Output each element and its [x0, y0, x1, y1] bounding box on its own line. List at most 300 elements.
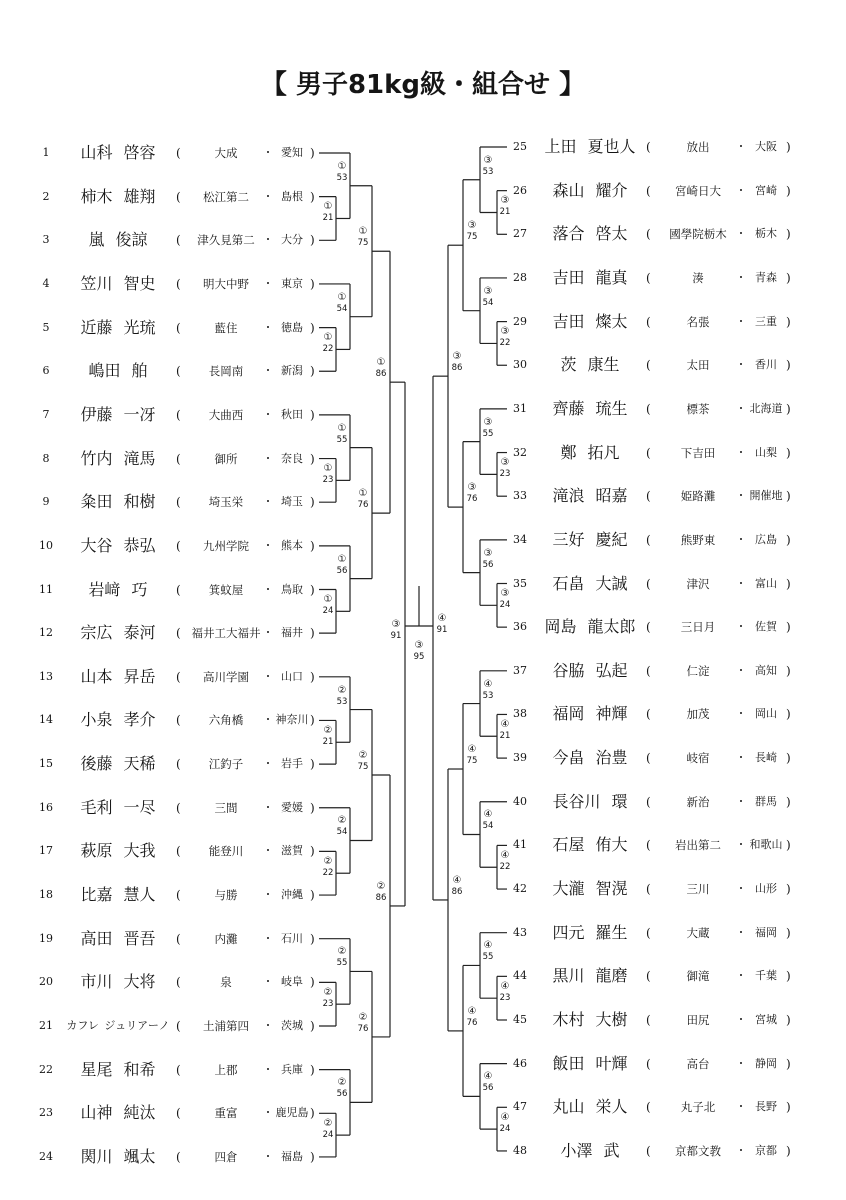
- school-name: 与勝: [214, 888, 238, 903]
- school-name: 御所: [214, 451, 238, 466]
- open-paren: (: [646, 140, 651, 154]
- match-circle-mark: ①: [337, 422, 347, 434]
- school-name: 埼玉栄: [208, 495, 244, 510]
- match-label-0-10: [374, 357, 388, 380]
- separator-dot: ・: [262, 189, 274, 203]
- entry-number: 44: [513, 969, 527, 983]
- match-number: 54: [336, 827, 348, 838]
- close-paren: ): [786, 270, 791, 285]
- close-paren: ): [310, 582, 315, 597]
- separator-dot: ・: [262, 757, 274, 771]
- separator-dot: ・: [735, 882, 747, 896]
- match-number: 76: [357, 1023, 369, 1034]
- match-circle-mark: ③: [414, 640, 424, 651]
- open-paren: (: [176, 713, 181, 728]
- match-label-1-7: [321, 1118, 335, 1141]
- school-name: 放出: [686, 140, 710, 154]
- match-number: 56: [482, 1083, 494, 1094]
- match-circle-mark: ③: [483, 285, 493, 297]
- school-name: 江釣子: [208, 757, 244, 772]
- close-paren: ): [786, 925, 791, 940]
- open-paren: (: [646, 401, 651, 416]
- entry-number: 10: [39, 538, 53, 552]
- prefecture: 鳥取: [281, 582, 303, 596]
- prefecture: 兵庫: [281, 1062, 303, 1076]
- match-number: 86: [451, 363, 463, 374]
- separator-dot: ・: [262, 888, 274, 902]
- match-circle-mark: ③: [483, 154, 493, 166]
- entry-number: 33: [513, 489, 527, 503]
- close-paren: ): [310, 146, 315, 160]
- entry-number: 23: [39, 1106, 53, 1120]
- semifinal-label-right: [435, 613, 449, 636]
- match-number: 55: [336, 434, 348, 445]
- athlete-name: 石屋 侑大: [552, 835, 628, 855]
- athlete-name: 伊藤 一冴: [80, 404, 156, 424]
- prefecture: 山口: [281, 669, 303, 683]
- open-paren: (: [646, 838, 651, 853]
- match-label-3-9: [465, 1006, 479, 1029]
- close-paren: ): [786, 227, 791, 242]
- athlete-name: 今畠 治豊: [552, 748, 628, 768]
- athlete-name: 柿木 雄翔: [80, 186, 156, 206]
- match-number: 95: [413, 652, 425, 662]
- match-label-3-8: [481, 1071, 495, 1094]
- separator-dot: ・: [735, 751, 747, 765]
- open-paren: (: [646, 969, 651, 984]
- match-number: 54: [482, 821, 494, 832]
- page-title: 【 男子81kg級・組合せ 】: [260, 70, 586, 100]
- close-paren: ): [786, 1013, 791, 1027]
- match-label-2-10: [450, 351, 464, 374]
- close-paren: ): [310, 538, 315, 553]
- school-name: 三間: [214, 800, 238, 815]
- prefecture: 栃木: [755, 227, 777, 241]
- close-paren: ): [310, 931, 315, 946]
- separator-dot: ・: [262, 364, 274, 378]
- close-paren: ): [310, 407, 315, 422]
- close-paren: ): [310, 1062, 315, 1077]
- school-name: 湊: [692, 270, 704, 285]
- school-name: 姫路灘: [680, 489, 716, 504]
- prefecture: 青森: [755, 270, 777, 284]
- school-name: 泉: [220, 975, 232, 990]
- athlete-name: 後藤 天稀: [80, 754, 156, 774]
- open-paren: (: [646, 1013, 651, 1027]
- entry-number: 39: [513, 751, 527, 765]
- match-circle-mark: ④: [452, 874, 462, 886]
- separator-dot: ・: [735, 314, 747, 328]
- school-name: 御滝: [686, 969, 710, 984]
- athlete-name: 岡島 龍太郎: [544, 617, 636, 637]
- school-name: 重富: [214, 1106, 238, 1121]
- open-paren: (: [176, 364, 181, 379]
- match-number: 75: [357, 762, 369, 772]
- match-circle-mark: ④: [500, 981, 510, 993]
- prefecture: 奈良: [281, 451, 303, 465]
- match-label-1-0: [321, 725, 335, 748]
- match-circle-mark: ④: [500, 1112, 510, 1124]
- match-label-3-4: [465, 744, 479, 767]
- prefecture: 山形: [755, 882, 777, 896]
- entry-number: 3: [42, 233, 50, 247]
- separator-dot: ・: [262, 320, 274, 334]
- separator-dot: ・: [735, 401, 747, 415]
- entry-number: 47: [513, 1100, 527, 1114]
- athlete-name: 近藤 光琉: [80, 317, 156, 337]
- entry-number: 29: [513, 314, 527, 328]
- entry-number: 17: [39, 844, 53, 858]
- prefecture: 滋賀: [281, 844, 303, 858]
- match-circle-mark: ④: [500, 850, 510, 862]
- school-name: 標茶: [686, 401, 710, 416]
- match-label-1-6: [335, 946, 349, 969]
- separator-dot: ・: [262, 975, 274, 989]
- match-label-0-1: [335, 161, 349, 184]
- athlete-name: 高田 晋吾: [80, 928, 156, 948]
- entry-number: 6: [42, 364, 50, 378]
- separator-dot: ・: [735, 227, 747, 241]
- match-number: 22: [499, 338, 511, 349]
- school-name: 能登川: [208, 844, 244, 859]
- close-paren: ): [786, 489, 791, 504]
- match-label-3-6: [481, 940, 495, 963]
- close-paren: ): [310, 233, 315, 248]
- close-paren: ): [786, 663, 791, 678]
- separator-dot: ・: [262, 713, 274, 727]
- prefecture: 茨城: [281, 1019, 303, 1032]
- prefecture: 福井: [281, 626, 303, 640]
- prefecture: 山梨: [755, 445, 777, 459]
- separator-dot: ・: [262, 146, 274, 159]
- athlete-name: 吉田 燦太: [552, 311, 628, 331]
- prefecture: 石川: [281, 931, 303, 945]
- match-label-1-4: [356, 750, 370, 773]
- entry-number: 7: [42, 407, 50, 421]
- athlete-name: 山神 純汰: [80, 1103, 156, 1123]
- open-paren: (: [646, 751, 651, 766]
- athlete-name: 滝浪 昭嘉: [552, 486, 628, 506]
- match-circle-mark: ③: [500, 588, 510, 600]
- school-name: 大曲西: [208, 407, 244, 422]
- entry-number: 24: [39, 1149, 53, 1163]
- separator-dot: ・: [735, 1100, 747, 1114]
- entry-number: 19: [39, 931, 53, 945]
- match-number: 24: [322, 1130, 334, 1141]
- match-number: 76: [466, 1017, 478, 1028]
- school-name: 太田: [686, 358, 710, 373]
- separator-dot: ・: [262, 800, 274, 814]
- close-paren: ): [786, 882, 791, 897]
- match-number: 22: [322, 868, 334, 879]
- prefecture: 佐賀: [755, 620, 777, 634]
- entry-number: 8: [42, 451, 50, 465]
- match-circle-mark: ②: [358, 1011, 368, 1023]
- match-number: 23: [499, 469, 511, 480]
- match-number: 54: [336, 303, 348, 314]
- open-paren: (: [176, 757, 181, 772]
- match-circle-mark: ④: [483, 940, 493, 952]
- match-label-0-3: [335, 292, 349, 315]
- separator-dot: ・: [735, 1143, 747, 1157]
- open-paren: (: [646, 314, 651, 329]
- match-number: 21: [322, 737, 334, 748]
- prefecture: 愛媛: [281, 800, 303, 814]
- open-paren: (: [646, 183, 651, 198]
- separator-dot: ・: [262, 1106, 274, 1120]
- match-circle-mark: ③: [452, 351, 462, 363]
- match-label-0-9: [356, 488, 370, 511]
- match-label-3-2: [498, 850, 512, 873]
- prefecture: 鹿児島: [275, 1106, 309, 1120]
- athlete-name: 小泉 孝介: [80, 710, 156, 730]
- school-name: 松江第二: [203, 189, 249, 204]
- separator-dot: ・: [735, 270, 747, 284]
- match-label-2-6: [481, 417, 495, 440]
- match-circle-mark: ②: [337, 815, 347, 827]
- separator-dot: ・: [735, 620, 747, 634]
- close-paren: ): [310, 451, 315, 466]
- semifinal-label-left: [389, 619, 403, 642]
- school-name: 岩出第二: [675, 838, 721, 853]
- match-circle-mark: ④: [483, 809, 493, 821]
- separator-dot: ・: [262, 495, 274, 509]
- school-name: 國學院栃木: [669, 227, 727, 242]
- prefecture: 岩手: [281, 757, 303, 771]
- match-number: 56: [336, 1089, 348, 1100]
- prefecture: 新潟: [281, 364, 303, 378]
- school-name: 箕蚊屋: [208, 582, 244, 597]
- entry-number: 27: [513, 227, 527, 241]
- match-label-2-2: [498, 326, 512, 349]
- open-paren: (: [176, 233, 181, 248]
- separator-dot: ・: [735, 707, 747, 721]
- prefecture: 三重: [755, 314, 777, 328]
- close-paren: ): [310, 844, 315, 859]
- prefecture: 岡山: [755, 707, 777, 721]
- match-number: 55: [482, 428, 494, 439]
- match-number: 22: [499, 862, 511, 873]
- athlete-name: 茨 康生: [560, 355, 620, 375]
- school-name: 津沢: [686, 576, 710, 591]
- school-name: 土浦第四: [203, 1019, 249, 1033]
- match-number: 23: [322, 475, 334, 486]
- athlete-name: 関川 颯太: [80, 1146, 156, 1166]
- match-circle-mark: ③: [500, 326, 510, 338]
- close-paren: ): [310, 888, 315, 903]
- close-paren: ): [310, 626, 315, 641]
- athlete-name: 四元 羅生: [552, 922, 628, 942]
- open-paren: (: [176, 975, 181, 990]
- open-paren: (: [176, 931, 181, 946]
- separator-dot: ・: [262, 451, 274, 465]
- match-label-1-1: [335, 685, 349, 708]
- match-number: 24: [322, 606, 334, 617]
- open-paren: (: [646, 882, 651, 897]
- close-paren: ): [310, 713, 315, 728]
- open-paren: (: [176, 407, 181, 422]
- athlete-name: 宗広 泰河: [80, 623, 156, 643]
- close-paren: ): [310, 320, 315, 335]
- close-paren: ): [310, 800, 315, 815]
- match-label-2-5: [498, 457, 512, 480]
- athlete-name: 福岡 神輝: [552, 704, 628, 724]
- prefecture: 秋田: [281, 407, 303, 421]
- match-label-2-8: [481, 548, 495, 571]
- entry-number: 2: [42, 189, 50, 203]
- separator-dot: ・: [262, 931, 274, 945]
- match-number: 23: [499, 993, 511, 1004]
- match-circle-mark: ②: [358, 750, 368, 761]
- match-label-0-4: [356, 226, 370, 249]
- open-paren: (: [646, 358, 651, 373]
- match-label-2-0: [498, 195, 512, 218]
- match-number: 56: [482, 559, 494, 570]
- entry-number: 20: [39, 975, 53, 989]
- match-number: 24: [499, 600, 511, 611]
- close-paren: ): [786, 1100, 791, 1115]
- match-circle-mark: ②: [337, 946, 347, 958]
- match-number: 75: [357, 238, 369, 249]
- separator-dot: ・: [735, 140, 747, 153]
- entry-number: 16: [39, 800, 53, 814]
- school-name: 藍住: [214, 320, 238, 335]
- separator-dot: ・: [735, 1013, 747, 1026]
- match-circle-mark: ②: [337, 1077, 347, 1089]
- match-label-0-6: [335, 423, 349, 446]
- entry-number: 26: [513, 183, 527, 197]
- match-label-0-7: [321, 594, 335, 617]
- prefecture: 宮城: [755, 1013, 777, 1026]
- entry-number: 11: [39, 582, 53, 596]
- open-paren: (: [176, 582, 181, 597]
- match-circle-mark: ④: [483, 1071, 493, 1083]
- athlete-name: カフレ ジュリアーノ: [66, 1019, 170, 1032]
- prefecture: 沖縄: [281, 888, 303, 902]
- match-circle-mark: ①: [337, 160, 347, 172]
- match-label-2-1: [481, 155, 495, 178]
- close-paren: ): [786, 183, 791, 198]
- open-paren: (: [646, 489, 651, 504]
- entry-number: 18: [39, 888, 53, 902]
- close-paren: ): [310, 669, 315, 684]
- match-circle-mark: ②: [323, 1118, 333, 1130]
- match-number: 21: [499, 731, 511, 742]
- school-name: 丸子北: [680, 1100, 716, 1115]
- school-name: 九州学院: [203, 538, 249, 553]
- match-label-1-10: [374, 881, 388, 904]
- close-paren: ): [786, 358, 791, 373]
- close-paren: ): [786, 401, 791, 416]
- athlete-name: 飯田 叶輝: [552, 1053, 628, 1073]
- open-paren: (: [646, 532, 651, 547]
- prefecture: 埼玉: [281, 495, 303, 509]
- open-paren: (: [176, 1149, 181, 1164]
- match-circle-mark: ②: [337, 684, 347, 696]
- prefecture: 大阪: [755, 140, 777, 153]
- match-label-3-1: [481, 679, 495, 702]
- athlete-name: 三好 慶紀: [552, 529, 628, 549]
- separator-dot: ・: [262, 538, 274, 552]
- close-paren: ): [786, 794, 791, 809]
- prefecture: 岐阜: [281, 975, 303, 989]
- entry-number: 22: [39, 1062, 53, 1076]
- prefecture: 高知: [755, 663, 777, 677]
- athlete-name: 黒川 龍磨: [552, 966, 628, 986]
- match-circle-mark: ①: [323, 201, 333, 213]
- athlete-name: 粂田 和樹: [80, 492, 156, 512]
- entry-number: 28: [513, 270, 527, 284]
- close-paren: ): [310, 495, 315, 510]
- entry-number: 14: [39, 713, 53, 727]
- match-circle-mark: ④: [437, 613, 447, 625]
- entry-number: 46: [513, 1056, 527, 1070]
- open-paren: (: [176, 669, 181, 684]
- prefecture: 愛知: [281, 146, 303, 159]
- open-paren: (: [176, 538, 181, 553]
- match-label-2-9: [465, 482, 479, 505]
- entry-number: 48: [513, 1143, 527, 1157]
- match-circle-mark: ③: [500, 195, 510, 207]
- prefecture: 北海道: [749, 401, 783, 415]
- close-paren: ): [786, 314, 791, 329]
- separator-dot: ・: [735, 358, 747, 372]
- entry-number: 4: [42, 276, 50, 290]
- match-circle-mark: ①: [323, 594, 333, 606]
- match-number: 76: [357, 500, 369, 511]
- entry-number: 21: [39, 1019, 53, 1032]
- entry-number: 25: [513, 140, 527, 153]
- close-paren: ): [310, 364, 315, 379]
- entry-number: 9: [42, 495, 50, 509]
- match-circle-mark: ②: [323, 856, 333, 868]
- close-paren: ): [310, 975, 315, 990]
- open-paren: (: [646, 794, 651, 809]
- close-paren: ): [786, 576, 791, 591]
- open-paren: (: [646, 620, 651, 635]
- entry-number: 15: [39, 757, 53, 771]
- match-label-3-0: [498, 719, 512, 742]
- match-circle-mark: ④: [467, 744, 477, 755]
- separator-dot: ・: [262, 1019, 274, 1032]
- athlete-name: 竹内 滝馬: [80, 448, 156, 468]
- match-number: 86: [451, 886, 463, 897]
- prefecture: 香川: [755, 358, 777, 372]
- school-name: 六角橋: [208, 713, 244, 728]
- match-circle-mark: ③: [467, 482, 477, 494]
- match-number: 86: [375, 892, 387, 903]
- close-paren: ): [786, 1143, 791, 1158]
- prefecture: 福島: [281, 1149, 303, 1163]
- separator-dot: ・: [735, 794, 747, 808]
- match-circle-mark: ①: [323, 463, 333, 475]
- entry-number: 40: [513, 794, 527, 808]
- close-paren: ): [310, 1106, 315, 1121]
- close-paren: ): [786, 445, 791, 460]
- close-paren: ): [786, 969, 791, 984]
- match-circle-mark: ①: [337, 291, 347, 303]
- prefecture: 東京: [281, 276, 303, 290]
- athlete-name: 吉田 龍真: [552, 267, 628, 287]
- match-label-2-7: [498, 588, 512, 611]
- match-circle-mark: ④: [500, 719, 510, 731]
- athlete-name: 嵐 俊諒: [88, 230, 148, 250]
- school-name: 長岡南: [208, 364, 244, 379]
- close-paren: ): [786, 838, 791, 853]
- match-number: 55: [336, 958, 348, 969]
- school-name: 上郡: [214, 1062, 238, 1077]
- athlete-name: 毛利 一尽: [80, 797, 156, 817]
